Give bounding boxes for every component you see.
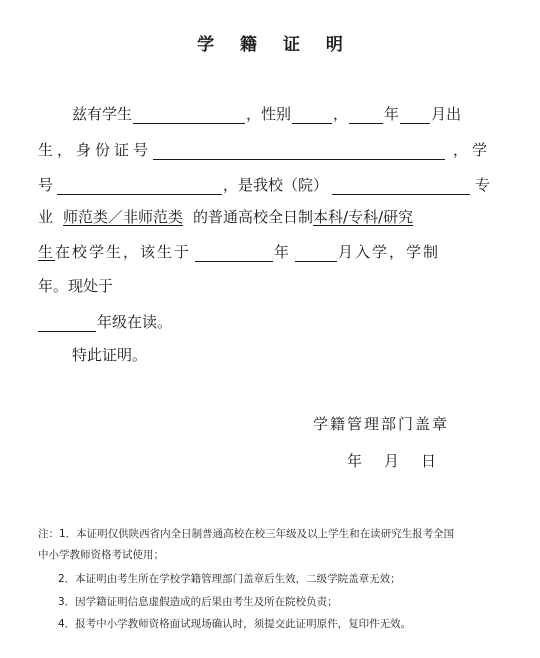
blank-grade	[38, 314, 96, 332]
blank-id-number	[153, 142, 445, 160]
body-line-8	[72, 345, 147, 365]
blank-school-name	[332, 177, 470, 195]
body-line-5	[38, 242, 440, 262]
note-line-1: 注：1．本证明仅供陕西省内全日制普通高校在校三年级及以上学生和在读研究生报考全国	[38, 528, 455, 540]
text-major: 专	[475, 176, 491, 194]
blank-birth-month	[400, 106, 430, 124]
text-ye: 业	[38, 208, 54, 226]
text-hereby: 特此证明。	[72, 346, 148, 364]
body-line-4	[38, 207, 413, 227]
blank-student-name	[133, 106, 245, 124]
text-student-no: ，学	[453, 141, 492, 159]
blank-gender	[292, 106, 332, 124]
text-degree-type: 本科/专科/研究	[313, 208, 414, 226]
text-currently: 年。现处于	[38, 277, 114, 295]
note-line-5: 4．报考中小学教师资格面试现场确认时，须提交此证明原件，复印件无效。	[58, 618, 412, 630]
text-year-2: 年	[274, 243, 292, 261]
body-line-1	[72, 104, 461, 124]
text-student: 兹有学生	[72, 105, 133, 123]
note-line-3: 2．本证明由考生所在学校学籍管理部门盖章后生效，二级学院盖章无效；	[58, 573, 401, 585]
body-line-7	[38, 312, 172, 332]
blank-enroll-month	[295, 244, 337, 262]
date-line	[347, 450, 436, 471]
blank-birth-year	[349, 106, 383, 124]
blank-student-number	[57, 177, 222, 195]
text-number: 号	[38, 176, 54, 194]
text-grade: 年级在读。	[97, 313, 173, 331]
seal-label: 学籍管理部门盖章	[313, 415, 450, 433]
text-normal-type: 师范类／非师范类	[63, 208, 184, 226]
text-comma: ，	[333, 105, 349, 123]
blank-enroll-year	[195, 244, 273, 262]
date-day: 日	[421, 452, 437, 470]
body-line-2	[38, 140, 491, 160]
text-id-number: 生，身份证号	[38, 141, 153, 159]
text-fulltime: 的普通高校全日制	[193, 208, 314, 226]
date-year: 年	[347, 452, 363, 470]
text-school: ，是我校（院）	[223, 176, 329, 194]
date-month: 月	[384, 452, 400, 470]
body-line-3	[38, 175, 490, 195]
text-sheng: 生	[38, 243, 56, 261]
document-title: 学 籍 证 明	[197, 35, 353, 55]
note-line-2: 中小学教师资格考试使用；	[38, 549, 164, 561]
text-enrolled: 在校学生，该生于	[55, 243, 192, 261]
text-month-born: 月出	[431, 105, 462, 123]
text-year: 年	[384, 105, 400, 123]
text-enroll-duration: 月入学，学制	[338, 243, 441, 261]
note-line-4: 3．因学籍证明信息虚假造成的后果由考生及所在院校负责；	[58, 596, 338, 608]
text-gender: ，性别	[246, 105, 292, 123]
body-line-6	[38, 276, 113, 296]
